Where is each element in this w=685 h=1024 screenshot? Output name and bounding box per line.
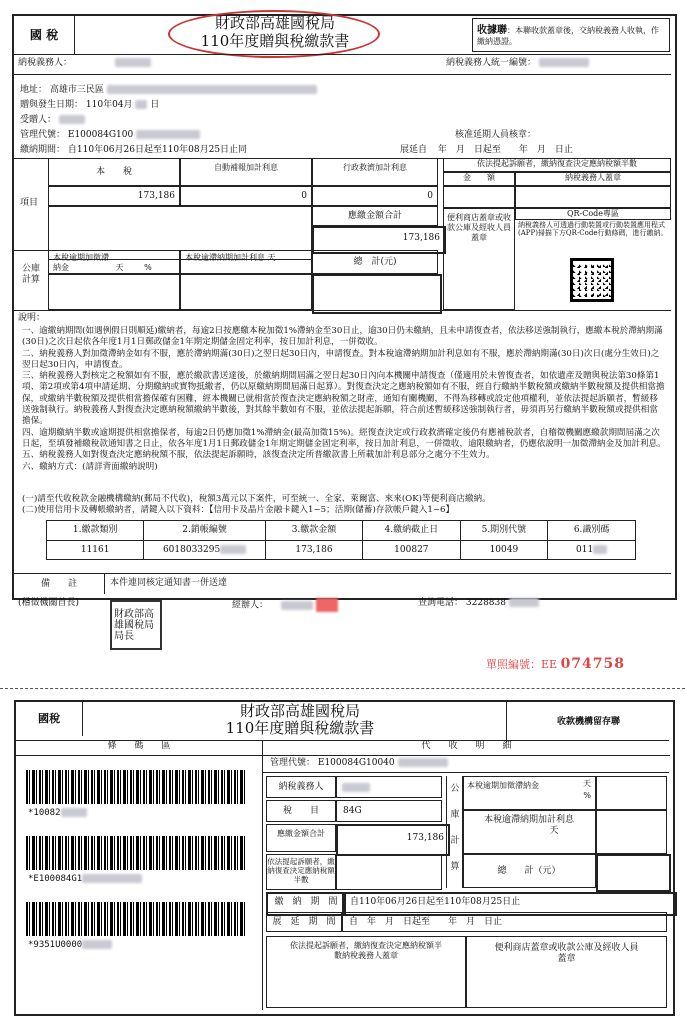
chief-label: (稽徵機關首長) [18, 598, 80, 608]
extension-row [400, 145, 573, 156]
barcode-3-text [28, 940, 112, 951]
appeal-header: 依法提起訴願者，繳納復查決定應納稅額半數 [443, 158, 671, 172]
bottom-late-fee-days: 天 [583, 779, 591, 788]
extension-value: 年 月 日起至 年 月 日止 [437, 145, 573, 155]
bottom-store-seal: 便利商店蓋章或收款公庫及經收人員蓋章 [466, 936, 667, 1008]
phone-redacted [509, 598, 539, 607]
barcode-1-text [28, 808, 87, 819]
barcode-2-redacted [82, 874, 142, 883]
title-circle [168, 10, 380, 58]
bottom-late-fee-pct: % [583, 791, 591, 800]
pay-header-2: 2.銷帳編號 [144, 521, 265, 540]
bottom-tax-type-value: 84G [336, 800, 442, 822]
extension-label: 展延自 [400, 145, 428, 155]
grand-total-label: 總 計(元) [312, 250, 438, 274]
header-divider [14, 54, 671, 55]
pay-header-5: 5.期別代號 [461, 521, 549, 540]
admin-interest-header: 行政救濟加計利息 [312, 158, 438, 186]
pay-value-6 [548, 541, 635, 560]
barcode-3-redacted [82, 940, 112, 949]
barcode-2[interactable] [26, 836, 246, 870]
appeal-seal-label: 納稅義務人蓋章 [515, 172, 671, 186]
bottom-tax-badge: 國稅 [16, 702, 83, 736]
handler-row [232, 598, 338, 612]
item-label: 項目 [20, 198, 39, 208]
bottom-tax-type-label: 稅 目 [266, 800, 336, 822]
bottom-taxpayer-redacted [342, 783, 370, 792]
detail-divider-1 [262, 772, 669, 773]
period-value: 自110年06月26日起至110年08月25日止同 [67, 145, 248, 155]
pay-method-item: (二)使用信用卡及轉帳繳納者，請鍵入以下資料：【信用卡及晶片金融卡鍵入1~5；活期(儲蓄)存款帳戶鍵入1~6】 [22, 505, 455, 515]
late-interest-cell [180, 250, 312, 274]
remark-value: 本件連同核定通知書一併送達 [110, 578, 228, 588]
remark-divider [14, 573, 671, 574]
bottom-extension-label: 展 延 期 間 [266, 912, 342, 932]
address-value: 高雄市三民區 [49, 85, 104, 95]
bottom-late-interest [462, 810, 596, 854]
treasury-label: 公庫計算 [21, 264, 40, 285]
pay-value-4: 100827 [363, 541, 460, 560]
bottom-mgmt-redacted [398, 758, 448, 767]
bottom-late-interest-unit: 天 [549, 826, 559, 836]
pay-header-4: 4.繳納截止日 [363, 521, 460, 540]
recipient-label: 受贈人： [20, 115, 57, 125]
gift-date-suffix: 日 [150, 100, 160, 110]
note-item: 六、繳納方式：(請詳背面繳納說明) [22, 461, 158, 472]
admin-interest-value: 0 [312, 186, 438, 206]
barcode-1-redacted [61, 808, 87, 817]
barcode-3[interactable] [26, 902, 246, 936]
bottom-treasury-1: 公 [450, 784, 460, 794]
bottom-treasury-4: 算 [450, 862, 460, 872]
notes-divider [14, 310, 671, 311]
recipient-row [20, 115, 85, 126]
bottom-grand-total-value [596, 854, 671, 892]
qr-code[interactable] [570, 258, 614, 302]
account-number: 6018033295 [162, 545, 221, 555]
perforation-line [0, 688, 685, 689]
note-item: 二、納稅義務人對加徵滯納金如有不服，應於滯納期滿(30日)之翌日起30日內，申請復查。對本稅逾滯納期加計利息如有不服，應於滯納期滿(30日)次日(處分生效日)之翌日起30日內，申請復查。 [22, 348, 660, 370]
bottom-mgmt-label: 管理代號： [270, 758, 316, 768]
pay-value-5: 10049 [461, 541, 549, 560]
bottom-grand-total-label: 總 計（元） [462, 854, 596, 888]
doc-number-label: 單照編號：EE [486, 658, 558, 671]
bottom-keep-label: 收款機構留存聯 [506, 702, 670, 742]
note-item: 五、納稅義務人如對復查決定應納稅額不服，依法提起訴願時，該復查決定所普繳款書上所載加計利息部分之處分不生效力。 [22, 450, 495, 461]
grand-total-value [312, 274, 442, 314]
late-fee-pct: % [144, 263, 152, 272]
account-redacted [220, 545, 246, 554]
address-row [20, 85, 317, 96]
late-interest-days: 天 [267, 253, 276, 262]
late-fee-cell [48, 250, 180, 274]
principal-header: 本 稅 [48, 158, 180, 186]
form-title-line2: 110年度贈與稅繳款書 [200, 32, 350, 50]
mgmt-code-value: E100084G100 [67, 130, 134, 140]
bottom-due-label: 應繳金額合計 [266, 824, 336, 852]
treasury-empty-1 [48, 274, 180, 310]
pay-header-6: 6.識別碼 [573, 525, 610, 535]
auto-interest-value: 0 [180, 186, 312, 206]
remark-label: 備 註 [14, 574, 105, 594]
total-due-value: 173,186 [312, 226, 446, 254]
pay-value-1: 11161 [47, 541, 144, 560]
handler-redacted [281, 601, 313, 610]
taxpayer-id [446, 58, 589, 69]
taxpayer-redacted [115, 58, 151, 67]
mgmt-code-label: 管理代號： [20, 130, 66, 140]
mgmt-code-redacted [136, 130, 200, 139]
pay-methods [22, 494, 666, 516]
principal-value: 173,186 [48, 186, 180, 206]
appeal-seal-box [515, 186, 671, 208]
phone-value: 3228838 [465, 598, 506, 608]
barcode-2-text [28, 874, 142, 885]
bottom-appeal-value [336, 854, 442, 890]
barcode-area-label: 條 碼 區 [16, 741, 262, 756]
receipt-note-box [472, 18, 670, 52]
bottom-late-interest-value [596, 810, 667, 854]
handler-label: 經辦人： [232, 600, 269, 611]
recipient-redacted [59, 115, 85, 124]
appeal-amount-box [443, 186, 515, 208]
bottom-late-interest-label: 本稅逾滯納期加計利息 [483, 815, 574, 825]
bottom-period-label: 繳 納 期 間 [266, 892, 346, 916]
bottom-period-value: 自110年06月26日起至110年08月25日止 [342, 892, 677, 916]
address-label: 地址： [20, 85, 48, 95]
bottom-title [190, 703, 410, 737]
gift-date-label: 贈與發生日期： [20, 100, 84, 110]
receipt-note-text: ：本聯收款蓋章後，交納稅義務人收執，作繳納憑證。 [477, 26, 659, 46]
pay-method-item: (一)請至代收稅款金融機構繳納(郵局不代收)，稅額3萬元以下案件，可至統一、全家、萊爾富、來來(OK)等便利商店繳納。 [22, 494, 491, 504]
notes-title: 說明： [18, 313, 46, 323]
bottom-mgmt-value: E100084G10040 [317, 758, 395, 768]
note-item: 四、逾期繳納半數或逾期提供相當擔保者，每逾2日仍應加徵1%滯納金(最高加徵15%)。經復查決定或行政救濟確定後仍有應補稅款者，自稽徵機關應繳款期間屆滿之次日起，至填發補繳稅款通知書之日止，依各年度1月1日郵政儲金1年期定期儲金固定利率，按日加計利息，一併徵收，逾限繳納者，仍應依說明一加徵滯納金及加計利息。 [22, 427, 666, 449]
total-due-label: 應繳金額合計 [312, 206, 438, 226]
bottom-taxpayer-label: 納稅義務人 [266, 776, 336, 798]
pay-value-3: 173,186 [266, 541, 363, 560]
official-seal: 財政部高雄國稅局局長 [110, 600, 162, 650]
bottom-due-value: 173,186 [336, 824, 450, 856]
identifier-code: 011 [576, 545, 594, 555]
barcode-1[interactable] [26, 770, 246, 804]
period-label: 繳納期間： [20, 145, 66, 155]
doc-number-value: 074758 [560, 656, 626, 672]
receipt-note-title: 收據聯 [477, 25, 507, 36]
mgmt-code-row [20, 130, 200, 141]
notes-list [22, 326, 666, 473]
detail-label: 代 收 明 細 [262, 741, 670, 756]
row-divider-1 [14, 74, 671, 75]
item-col [14, 158, 49, 260]
late-interest-label: 本稅逾滯納期加計利息 [185, 253, 265, 262]
barcode-3-value: *9351U0000 [28, 940, 83, 950]
late-fee-label: 本稅逾期加徵滯納金 [53, 253, 109, 272]
pay-header-3: 3.繳款金額 [266, 521, 363, 540]
bottom-title-line1: 財政部高雄國稅局 [239, 702, 360, 720]
late-fee-days: 天 [115, 263, 124, 272]
taxpayer-label: 納稅義務人： [18, 58, 73, 68]
bottom-treasury-2: 庫 [450, 810, 460, 820]
bottom-late-fee-value [596, 776, 667, 810]
taxpayer-id-redacted [539, 58, 589, 67]
gift-date-redacted [135, 100, 147, 109]
taxpayer-id-label: 納稅義務人統一編號： [446, 58, 537, 68]
pay-value-2 [144, 541, 265, 560]
bottom-treasury-3: 計 [450, 836, 460, 846]
tax-type-badge: 國 稅 [14, 16, 75, 55]
note-item: 一、逾繳納期間(如遇例假日則順延)繳納者，每逾2日按應繳本稅加徵1%滯納金至30日止，逾30日仍未繳納，且未申請復查者，依法移送強制執行，應繳本稅於滯納期滿(30日)之次日起依各年度1月1日郵政儲金1年期定期儲金固定利率，按日加計利息，一併徵收。 [22, 326, 663, 348]
bottom-mgmt-code [270, 758, 448, 769]
bottom-appeal-label: 依法提起訴願者，繳納復查決定應納稅額半數 [266, 854, 336, 890]
bottom-appeal-seal: 依法提起訴願者，繳納復查決定應納稅額半數納稅義務人蓋章 [266, 936, 466, 1008]
gift-date-row [20, 100, 159, 111]
barcode-2-value: *E100084G1 [28, 874, 83, 884]
appeal-amount-label: 金 額 [443, 172, 515, 186]
qr-area-label: QR-Code專區 [515, 208, 671, 220]
phone-row [418, 598, 539, 609]
auto-interest-header: 自動補報加計利息 [180, 158, 312, 186]
address-redacted [107, 85, 317, 94]
bottom-extension-value: 自 年 月 日起至 年 月 日止 [342, 912, 667, 932]
gift-date-value: 110年04月 [85, 100, 133, 110]
pay-header-1: 1.繳款類別 [47, 521, 144, 540]
treasury-empty-2 [180, 274, 312, 310]
phone-label: 查詢電話： [418, 598, 464, 608]
doc-number [486, 656, 625, 672]
bottom-taxpayer-value [336, 776, 442, 798]
approver-label: 核准延期人員核章： [455, 130, 537, 140]
pay-code-table [46, 520, 636, 560]
identifier-redacted [593, 545, 607, 554]
period-row [20, 145, 247, 156]
qr-note: 納稅義務人可透過行動裝置或行動裝置應用程式(APP)掃描下方QR-Code行動條碼，進行繳納。 [518, 221, 668, 237]
store-seal-label: 便利商店蓋章或收款公庫及經收人員蓋章 [443, 208, 515, 310]
handler-stamp [316, 598, 338, 612]
bottom-title-line2: 110年度贈與稅繳款書 [225, 719, 375, 737]
form-title-line1: 財政部高雄國稅局 [214, 14, 335, 32]
note-item: 三、納稅義務人對核定之稅額如有不服，應於繳款書送達後，於繳納期間屆滿之翌日起30日內向本機關申請復查（僅適用於未曾復查者，如依遺產及贈與稅法第30條第1項、第2項或第4項申請延期、分期繳納或實物抵繳者，仍以原繳納期間屆滿日起算）。對復查決定之應納稅額如有不服，經自行繳納半數稅額或繳納半數稅額及提供相當擔保，或繳納半數稅額及提供相當擔保確有困難，經本機關已就相當於復查決定應納稅額之財產，通知有關機關，不得為移轉或設定他項權利，並依法提起訴願者，暫緩移送強制執行。納稅義務人對復查決定應納稅額繳納半數後，對其餘半數如有不服，並依法提起訴願，符合前述暫緩移送強制執行者，毋須再另行繳納半數稅額或提供相當擔保。 [22, 371, 665, 427]
bottom-late-fee-label: 本稅逾期加徵滯納金 [467, 781, 539, 790]
bottom-late-fee [462, 776, 596, 810]
barcode-1-value: *10082 [28, 808, 61, 818]
